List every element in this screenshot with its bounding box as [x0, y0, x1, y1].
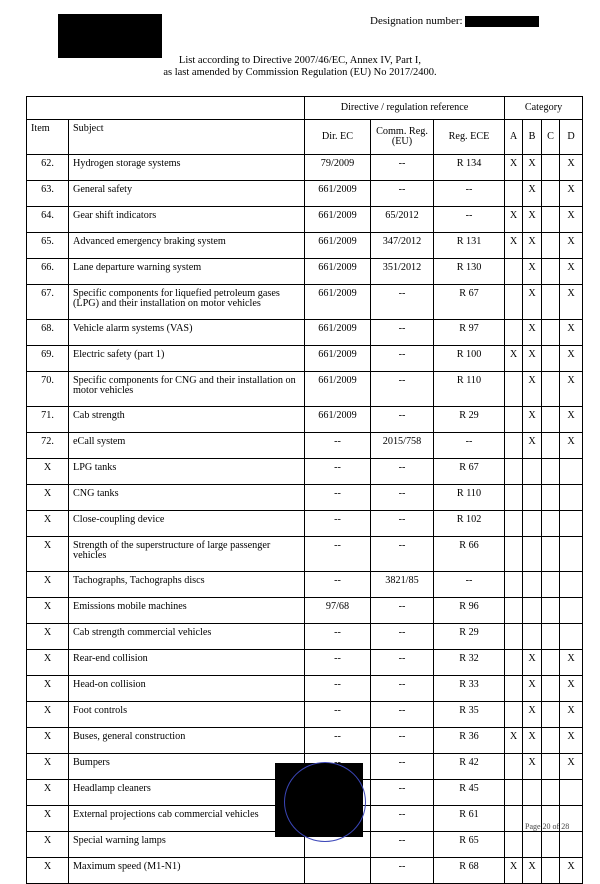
- cell-reg-ece: R 36: [434, 728, 505, 754]
- cell-category-a: [505, 598, 523, 624]
- cell-dir-ec: --: [305, 728, 371, 754]
- table-row: [27, 233, 583, 259]
- cell-category-a: X: [505, 155, 523, 181]
- cell-category-b: [523, 598, 542, 624]
- cell-subject: Hydrogen storage systems: [69, 155, 305, 181]
- cell-subject: Electric safety (part 1): [69, 346, 305, 372]
- cell-dir-ec: --: [305, 537, 371, 572]
- cell-dir-ec: [305, 858, 371, 884]
- cell-item: X: [27, 858, 69, 884]
- cell-category-d: [560, 598, 583, 624]
- cell-category-d: [560, 572, 583, 598]
- cell-category-c: [542, 485, 560, 511]
- cell-category-b: X: [523, 207, 542, 233]
- cell-category-c: [542, 233, 560, 259]
- table-row: [27, 485, 583, 511]
- cell-category-a: [505, 806, 523, 832]
- cell-reg-ece: R 42: [434, 754, 505, 780]
- header-reference-group: Directive / regulation reference: [305, 97, 505, 120]
- document-heading: [100, 55, 500, 79]
- cell-category-c: [542, 858, 560, 884]
- table-row: [27, 858, 583, 884]
- cell-category-b: X: [523, 754, 542, 780]
- table-row: [27, 511, 583, 537]
- cell-subject: Head-on collision: [69, 676, 305, 702]
- cell-category-a: [505, 485, 523, 511]
- cell-category-b: X: [523, 285, 542, 320]
- cell-reg-ece: --: [434, 572, 505, 598]
- cell-category-a: [505, 624, 523, 650]
- cell-item: X: [27, 459, 69, 485]
- cell-category-c: [542, 832, 560, 858]
- cell-comm-reg: 3821/85: [371, 572, 434, 598]
- cell-comm-reg: --: [371, 728, 434, 754]
- cell-comm-reg: --: [371, 832, 434, 858]
- cell-reg-ece: R 110: [434, 372, 505, 407]
- cell-category-a: [505, 259, 523, 285]
- cell-category-a: X: [505, 207, 523, 233]
- cell-category-d: X: [560, 346, 583, 372]
- cell-category-a: [505, 433, 523, 459]
- cell-dir-ec: 661/2009: [305, 320, 371, 346]
- cell-category-d: [560, 485, 583, 511]
- cell-comm-reg: --: [371, 155, 434, 181]
- cell-comm-reg: --: [371, 346, 434, 372]
- cell-category-b: X: [523, 155, 542, 181]
- cell-item: 68.: [27, 320, 69, 346]
- cell-category-b: [523, 511, 542, 537]
- cell-category-a: X: [505, 233, 523, 259]
- designation-label: Designation number:: [370, 15, 463, 27]
- cell-dir-ec: 661/2009: [305, 207, 371, 233]
- cell-item: X: [27, 676, 69, 702]
- cell-category-c: [542, 181, 560, 207]
- cell-category-d: X: [560, 702, 583, 728]
- cell-reg-ece: --: [434, 433, 505, 459]
- table-row: [27, 207, 583, 233]
- cell-category-d: X: [560, 372, 583, 407]
- cell-dir-ec: 661/2009: [305, 407, 371, 433]
- cell-category-a: [505, 702, 523, 728]
- cell-item: X: [27, 832, 69, 858]
- header-reg-ece: Reg. ECE: [434, 120, 505, 155]
- table-row: [27, 259, 583, 285]
- cell-reg-ece: R 130: [434, 259, 505, 285]
- header-category-group: Category: [505, 97, 583, 120]
- table-row: [27, 702, 583, 728]
- cell-subject: Headlamp cleaners: [69, 780, 305, 806]
- cell-item: X: [27, 650, 69, 676]
- cell-category-c: [542, 624, 560, 650]
- cell-comm-reg: --: [371, 511, 434, 537]
- cell-comm-reg: --: [371, 459, 434, 485]
- table-row: [27, 572, 583, 598]
- cell-item: 69.: [27, 346, 69, 372]
- cell-item: 62.: [27, 155, 69, 181]
- header-subject: Subject: [69, 120, 305, 155]
- cell-comm-reg: --: [371, 407, 434, 433]
- cell-comm-reg: 65/2012: [371, 207, 434, 233]
- cell-category-b: X: [523, 728, 542, 754]
- heading-line-1: List according to Directive 2007/46/EC, Annex IV, Part I,: [178, 55, 422, 66]
- cell-category-d: X: [560, 207, 583, 233]
- cell-subject: Special warning lamps: [69, 832, 305, 858]
- cell-dir-ec: --: [305, 433, 371, 459]
- header-category-a: A: [505, 120, 523, 155]
- cell-subject: eCall system: [69, 433, 305, 459]
- cell-category-d: X: [560, 650, 583, 676]
- cell-comm-reg: --: [371, 858, 434, 884]
- cell-category-d: X: [560, 728, 583, 754]
- cell-category-c: [542, 598, 560, 624]
- cell-reg-ece: R 32: [434, 650, 505, 676]
- cell-dir-ec: --: [305, 459, 371, 485]
- cell-dir-ec: 79/2009: [305, 155, 371, 181]
- cell-subject: Advanced emergency braking system: [69, 233, 305, 259]
- cell-category-c: [542, 702, 560, 728]
- page-number: Page 20 of 28: [525, 822, 570, 831]
- cell-category-a: [505, 181, 523, 207]
- cell-item: X: [27, 598, 69, 624]
- cell-category-c: [542, 259, 560, 285]
- cell-reg-ece: R 33: [434, 676, 505, 702]
- cell-comm-reg: --: [371, 624, 434, 650]
- header-comm-reg: Comm. Reg. (EU): [371, 120, 434, 155]
- cell-category-b: [523, 780, 542, 806]
- cell-category-b: [523, 485, 542, 511]
- cell-category-c: [542, 728, 560, 754]
- cell-subject: Vehicle alarm systems (VAS): [69, 320, 305, 346]
- cell-reg-ece: R 61: [434, 806, 505, 832]
- cell-category-d: [560, 459, 583, 485]
- cell-comm-reg: --: [371, 485, 434, 511]
- cell-reg-ece: --: [434, 207, 505, 233]
- redacted-logo: [58, 14, 162, 58]
- cell-comm-reg: --: [371, 537, 434, 572]
- cell-category-c: [542, 754, 560, 780]
- cell-item: 63.: [27, 181, 69, 207]
- cell-category-a: [505, 285, 523, 320]
- cell-subject: Maximum speed (M1-N1): [69, 858, 305, 884]
- cell-dir-ec: 661/2009: [305, 285, 371, 320]
- cell-reg-ece: R 134: [434, 155, 505, 181]
- cell-category-b: [523, 537, 542, 572]
- cell-item: X: [27, 537, 69, 572]
- cell-category-a: [505, 407, 523, 433]
- cell-subject: Tachographs, Tachographs discs: [69, 572, 305, 598]
- cell-subject: Lane departure warning system: [69, 259, 305, 285]
- cell-category-c: [542, 459, 560, 485]
- cell-subject: Specific components for liquefied petroleum gases (LPG) and their installation on motor vehicles: [69, 285, 305, 320]
- cell-category-a: X: [505, 728, 523, 754]
- cell-dir-ec: 661/2009: [305, 259, 371, 285]
- cell-category-a: [505, 320, 523, 346]
- cell-category-c: [542, 320, 560, 346]
- cell-reg-ece: R 45: [434, 780, 505, 806]
- cell-item: 65.: [27, 233, 69, 259]
- cell-item: 64.: [27, 207, 69, 233]
- cell-subject: Buses, general construction: [69, 728, 305, 754]
- cell-reg-ece: R 96: [434, 598, 505, 624]
- cell-category-d: [560, 511, 583, 537]
- cell-comm-reg: 351/2012: [371, 259, 434, 285]
- cell-category-d: X: [560, 181, 583, 207]
- cell-dir-ec: 661/2009: [305, 346, 371, 372]
- cell-item: 72.: [27, 433, 69, 459]
- cell-category-b: [523, 459, 542, 485]
- cell-subject: Bumpers: [69, 754, 305, 780]
- cell-category-b: X: [523, 433, 542, 459]
- header-category-b: B: [523, 120, 542, 155]
- cell-dir-ec: 661/2009: [305, 181, 371, 207]
- cell-category-b: [523, 832, 542, 858]
- cell-category-c: [542, 511, 560, 537]
- table-row: [27, 181, 583, 207]
- cell-reg-ece: R 102: [434, 511, 505, 537]
- cell-comm-reg: --: [371, 598, 434, 624]
- cell-category-c: [542, 372, 560, 407]
- cell-category-a: [505, 650, 523, 676]
- cell-reg-ece: R 97: [434, 320, 505, 346]
- cell-subject: Cab strength commercial vehicles: [69, 624, 305, 650]
- header-dir-ec: Dir. EC: [305, 120, 371, 155]
- cell-item: X: [27, 806, 69, 832]
- cell-category-d: X: [560, 676, 583, 702]
- cell-comm-reg: --: [371, 702, 434, 728]
- cell-item: X: [27, 754, 69, 780]
- cell-item: X: [27, 624, 69, 650]
- cell-category-c: [542, 572, 560, 598]
- cell-category-d: X: [560, 858, 583, 884]
- table-header-row: [27, 120, 583, 155]
- table-row: [27, 598, 583, 624]
- cell-category-a: X: [505, 858, 523, 884]
- cell-category-a: [505, 372, 523, 407]
- cell-dir-ec: --: [305, 624, 371, 650]
- cell-reg-ece: R 67: [434, 285, 505, 320]
- cell-dir-ec: --: [305, 511, 371, 537]
- cell-reg-ece: R 100: [434, 346, 505, 372]
- cell-dir-ec: 97/68: [305, 598, 371, 624]
- cell-comm-reg: --: [371, 780, 434, 806]
- cell-category-b: X: [523, 320, 542, 346]
- header-category-c: C: [542, 120, 560, 155]
- table-row: [27, 346, 583, 372]
- cell-category-a: [505, 572, 523, 598]
- table-row: [27, 728, 583, 754]
- cell-dir-ec: 661/2009: [305, 372, 371, 407]
- cell-item: X: [27, 485, 69, 511]
- cell-category-c: [542, 346, 560, 372]
- cell-category-d: [560, 832, 583, 858]
- cell-reg-ece: R 29: [434, 407, 505, 433]
- cell-subject: Emissions mobile machines: [69, 598, 305, 624]
- cell-category-a: [505, 832, 523, 858]
- cell-category-d: X: [560, 233, 583, 259]
- cell-dir-ec: --: [305, 572, 371, 598]
- table-row: [27, 537, 583, 572]
- cell-category-b: X: [523, 650, 542, 676]
- cell-category-c: [542, 537, 560, 572]
- cell-category-a: [505, 676, 523, 702]
- cell-item: X: [27, 728, 69, 754]
- cell-subject: Rear-end collision: [69, 650, 305, 676]
- cell-category-b: X: [523, 372, 542, 407]
- cell-comm-reg: --: [371, 285, 434, 320]
- cell-category-c: [542, 285, 560, 320]
- table-row: [27, 407, 583, 433]
- cell-subject: Gear shift indicators: [69, 207, 305, 233]
- header-empty-cell: [27, 97, 305, 120]
- cell-subject: Cab strength: [69, 407, 305, 433]
- cell-category-c: [542, 155, 560, 181]
- cell-comm-reg: --: [371, 806, 434, 832]
- cell-subject: External projections cab commercial vehicles: [69, 806, 305, 832]
- cell-reg-ece: R 131: [434, 233, 505, 259]
- cell-dir-ec: 661/2009: [305, 233, 371, 259]
- cell-reg-ece: R 66: [434, 537, 505, 572]
- cell-category-c: [542, 433, 560, 459]
- cell-reg-ece: R 110: [434, 485, 505, 511]
- cell-category-a: [505, 511, 523, 537]
- cell-reg-ece: R 68: [434, 858, 505, 884]
- cell-category-d: X: [560, 433, 583, 459]
- cell-subject: Close-coupling device: [69, 511, 305, 537]
- table-row: [27, 433, 583, 459]
- cell-subject: LPG tanks: [69, 459, 305, 485]
- header-category-d: D: [560, 120, 583, 155]
- cell-category-b: X: [523, 346, 542, 372]
- cell-reg-ece: R 67: [434, 459, 505, 485]
- cell-comm-reg: 2015/758: [371, 433, 434, 459]
- table-header-group-row: [27, 97, 583, 120]
- table-row: [27, 155, 583, 181]
- table-row: [27, 676, 583, 702]
- cell-comm-reg: --: [371, 181, 434, 207]
- cell-category-d: [560, 624, 583, 650]
- cell-category-d: [560, 780, 583, 806]
- official-stamp: [284, 762, 366, 842]
- cell-category-c: [542, 650, 560, 676]
- cell-category-a: [505, 459, 523, 485]
- cell-comm-reg: --: [371, 676, 434, 702]
- cell-comm-reg: --: [371, 372, 434, 407]
- cell-dir-ec: --: [305, 676, 371, 702]
- cell-dir-ec: --: [305, 485, 371, 511]
- cell-reg-ece: R 35: [434, 702, 505, 728]
- cell-category-b: [523, 572, 542, 598]
- cell-category-a: [505, 754, 523, 780]
- cell-category-b: X: [523, 702, 542, 728]
- cell-subject: CNG tanks: [69, 485, 305, 511]
- cell-category-d: X: [560, 320, 583, 346]
- cell-category-c: [542, 676, 560, 702]
- cell-item: 67.: [27, 285, 69, 320]
- cell-category-d: [560, 537, 583, 572]
- cell-category-b: X: [523, 233, 542, 259]
- cell-item: 66.: [27, 259, 69, 285]
- cell-category-b: X: [523, 181, 542, 207]
- cell-item: X: [27, 572, 69, 598]
- cell-category-d: X: [560, 259, 583, 285]
- cell-category-b: [523, 624, 542, 650]
- cell-item: X: [27, 780, 69, 806]
- cell-category-b: X: [523, 407, 542, 433]
- table-row: [27, 372, 583, 407]
- cell-comm-reg: 347/2012: [371, 233, 434, 259]
- cell-subject: Foot controls: [69, 702, 305, 728]
- cell-category-b: X: [523, 259, 542, 285]
- cell-category-c: [542, 207, 560, 233]
- cell-item: 70.: [27, 372, 69, 407]
- cell-subject: Specific components for CNG and their installation on motor vehicles: [69, 372, 305, 407]
- cell-reg-ece: R 65: [434, 832, 505, 858]
- table-row: [27, 650, 583, 676]
- cell-category-d: X: [560, 285, 583, 320]
- heading-line-2: as last amended by Commission Regulation (EU) No 2017/2400.: [163, 67, 437, 78]
- cell-item: X: [27, 511, 69, 537]
- header-item: Item: [27, 120, 69, 155]
- table-row: [27, 285, 583, 320]
- cell-category-d: X: [560, 754, 583, 780]
- cell-category-a: [505, 537, 523, 572]
- cell-dir-ec: --: [305, 650, 371, 676]
- cell-comm-reg: --: [371, 650, 434, 676]
- cell-category-b: X: [523, 676, 542, 702]
- cell-category-c: [542, 780, 560, 806]
- cell-subject: General safety: [69, 181, 305, 207]
- cell-item: 71.: [27, 407, 69, 433]
- table-row: [27, 624, 583, 650]
- cell-reg-ece: --: [434, 181, 505, 207]
- cell-category-d: X: [560, 407, 583, 433]
- cell-category-d: X: [560, 155, 583, 181]
- table-row: [27, 459, 583, 485]
- cell-comm-reg: --: [371, 754, 434, 780]
- cell-reg-ece: R 29: [434, 624, 505, 650]
- cell-category-a: [505, 780, 523, 806]
- cell-category-b: X: [523, 858, 542, 884]
- cell-subject: Strength of the superstructure of large passenger vehicles: [69, 537, 305, 572]
- cell-comm-reg: --: [371, 320, 434, 346]
- cell-item: X: [27, 702, 69, 728]
- cell-category-c: [542, 407, 560, 433]
- table-row: [27, 320, 583, 346]
- cell-dir-ec: --: [305, 702, 371, 728]
- redacted-designation-number: [465, 16, 539, 27]
- cell-category-a: X: [505, 346, 523, 372]
